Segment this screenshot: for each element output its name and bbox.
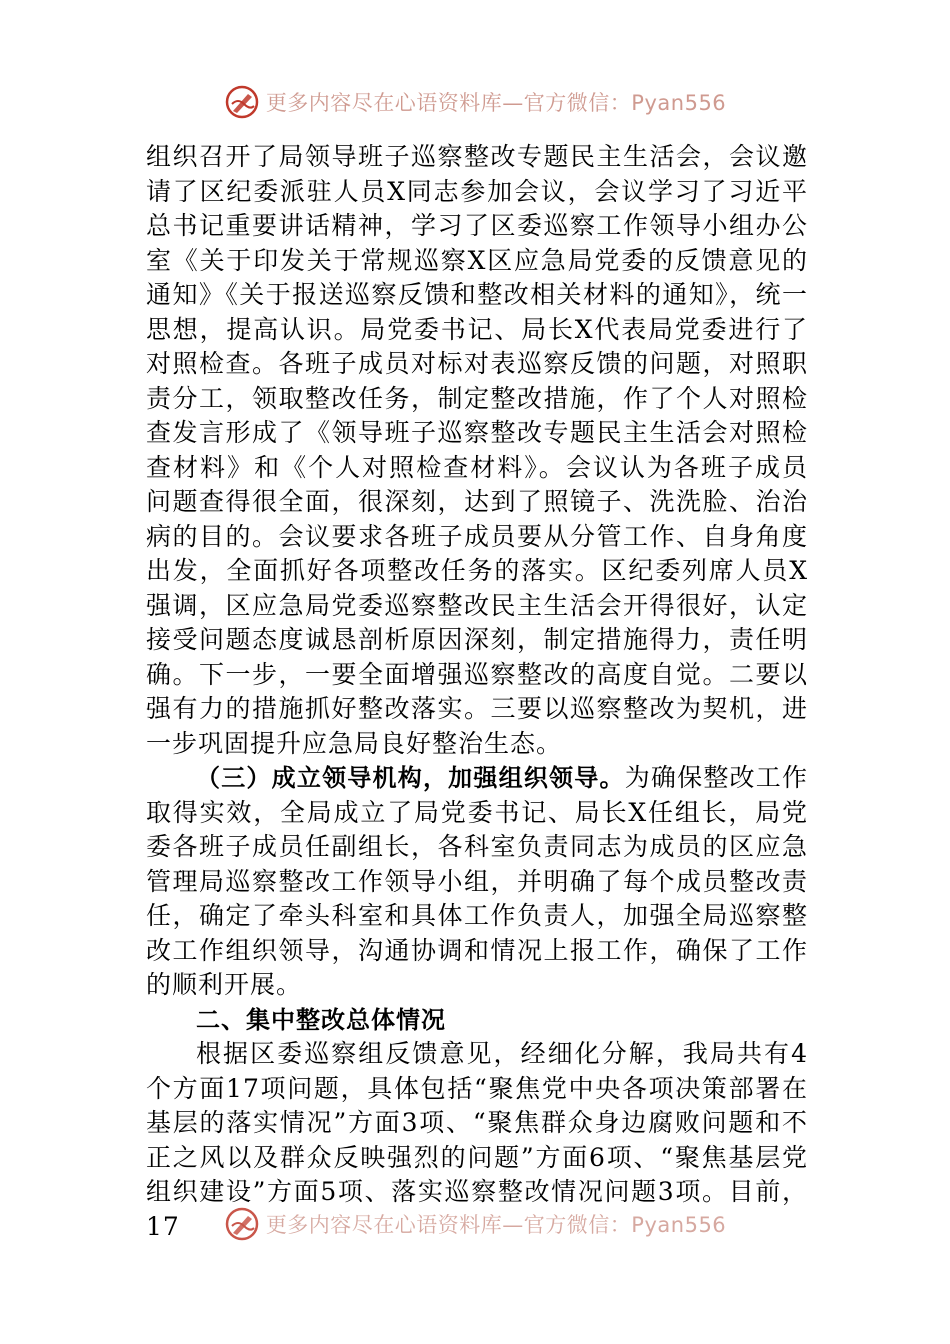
paragraph-leadership-text: 为确保整改工作取得实效，全局成立了局党委书记、局长X任组长，局党委各班子成员任副组长，各科室负责同志为成员的区应急管理局巡察整改工作领导小组，并明确了每个成员整改责任，确定了牵头科室和具体工作负责人，加强全局巡察整改工作组织领导，沟通协调和情况上报工作，确保了工作的顺利开展。 [146, 763, 808, 999]
brush-pen-logo-icon [224, 1206, 260, 1242]
paragraph-leadership [146, 761, 808, 1003]
footer-watermark [0, 1204, 950, 1244]
paragraph-meeting: 组织召开了局领导班子巡察整改专题民主生活会，会议邀请了区纪委派驻人员X同志参加会议，会议学习了习近平总书记重要讲话精神，学习了区委巡察工作领导小组办公室《关于印发关于常规巡察X区应急局党委的反馈意见的通知》《关于报送巡察反馈和整改相关材料的通知》，统一思想，提高认识。局党委书记、局长X代表局党委进行了对照检查。各班子成员对标对表巡察反馈的问题，对照职责分工，领取整改任务，制定整改措施，作了个人对照检查发言形成了《领导班子巡察整改专题民主生活会对照检查材料》和《个人对照检查材料》。会议认为各班子成员问题查得很全面，很深刻，达到了照镜子、洗洗脸、治治病的目的。会议要求各班子成员要从分管工作、自身角度出发，全面抓好各项整改任务的落实。区纪委列席人员X强调，区应急局党委巡察整改民主生活会开得很好，认定接受问题态度诚恳剖析原因深刻，制定措施得力，责任明确。下一步，一要全面增强巡察整改的高度自觉。二要以强有力的措施抓好整改落实。三要以巡察整改为契机，进一步巩固提升应急局良好整治生态。 [146, 142, 808, 758]
document-body [146, 140, 808, 1244]
brush-pen-logo-icon [224, 84, 260, 120]
watermark-text: 更多内容尽在心语资料库—官方微信：Pyan556 [265, 1213, 727, 1237]
paragraph-overall: 根据区委巡察组反馈意见，经细化分解，我局共有4个方面17项问题，具体包括“聚焦党中央各项决策部署在基层的落实情况”方面3项、“聚焦群众身边腐败问题和不正之风以及群众反映强烈的问题”方面6项、“聚焦基层党组织建设”方面5项、落实巡察整改情况问题3项。目前，17 [146, 1039, 808, 1241]
watermark-text: 更多内容尽在心语资料库—官方微信：Pyan556 [265, 91, 727, 115]
section-heading-two: 二、集中整改总体情况 [196, 1005, 446, 1034]
header-watermark [0, 82, 950, 122]
section-heading-three: （三）成立领导机构，加强组织领导。 [196, 764, 625, 792]
